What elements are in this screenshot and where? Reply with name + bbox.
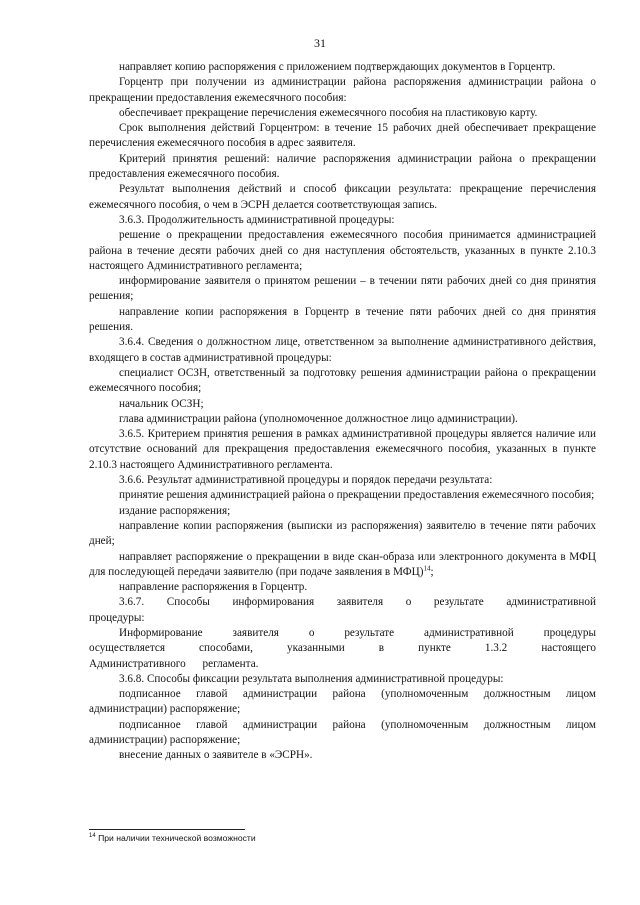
paragraph: направляет копию распоряжения с приложением подтверждающих документов в Горцентр. — [119, 61, 556, 73]
paragraph-text: направляет распоряжение о прекращении в виде скан-образа или электронного документа в МФЦ для последующей передачи заявителю (при подаче заявления в МФЦ) — [89, 550, 596, 578]
footnote-reference: 14 — [423, 564, 431, 573]
paragraph: обеспечивает прекращение перечисления ежемесячного пособия на пластиковую карту. — [119, 106, 538, 119]
footnote-divider — [89, 829, 245, 830]
paragraph: направление копии распоряжения (выписки из распоряжения) заявителю в течение пяти рабочих дней; — [89, 519, 596, 548]
section-heading: 3.6.3. Продолжительность административной процедуры: — [119, 213, 395, 226]
paragraph: глава администрации района (уполномоченное должностное лицо администрации). — [119, 412, 518, 425]
paragraph-with-footnote — [89, 550, 596, 581]
section-heading: 3.6.7. Способы информирования заявителя о результате административной процедуры: — [89, 596, 596, 624]
section-heading: 3.6.8. Способы фиксации результата выполнения административной процедуры: — [119, 672, 504, 685]
footnote — [89, 833, 256, 843]
paragraph: подписанное главой администрации района (уполномоченным должностным лицом администрации) распоряжение; — [89, 688, 596, 716]
section-heading: 3.6.6. Результат административной процедуры и порядок передачи результата: — [119, 474, 493, 487]
footnote-number: 14 — [89, 833, 96, 840]
paragraph: Критерий принятия решений: наличие распоряжения администрации района о прекращении предоставления ежемесячного пособия. — [89, 152, 596, 181]
section-heading: 3.6.5. Критерием принятия решения в рамках административной процедуры является наличие или отсутствие оснований для прекращения предоставления ежемесячного пособия, указанных в пункте 2.10.3 настоящего Административного регламента. — [89, 428, 596, 471]
paragraph: Результат выполнения действий и способ фиксации результата: прекращение перечисления ежемесячного пособия, о чем в ЭСРН делается соответствующая запись. — [89, 183, 596, 211]
paragraph: подписанное главой администрации района (уполномоченным должностным лицом администрации) распоряжение; — [89, 718, 596, 747]
footnote-reference-suffix: ; — [430, 565, 434, 578]
footnote-text: При наличии технической возможности — [95, 833, 256, 843]
page-number: 31 — [314, 36, 326, 50]
paragraph: решение о прекращении предоставления ежемесячного пособия принимается администрацией района в течение десяти рабочих дней со дня наступления обстоятельств, указанных в пункте 2.10.3 настоящего Административного регламента; — [89, 229, 596, 272]
paragraph: принятие решения администрацией района о прекращении предоставления ежемесячного пособия; — [119, 489, 595, 502]
paragraph: внесение данных о заявителе в «ЭСРН». — [119, 749, 313, 762]
paragraph: Срок выполнения действий Горцентром: в течение 15 рабочих дней обеспечивает прекращение перечисления ежемесячного пособия в адрес заявителя. — [89, 122, 596, 150]
paragraph: начальник ОСЗН; — [119, 397, 204, 410]
paragraph: Горцентр при получении из администрации района распоряжения администрации района о прекращении предоставления ежемесячного пособия: — [89, 76, 596, 104]
section-heading: 3.6.4. Сведения о должностном лице, ответственном за выполнение административного действия, входящего в состав административной процедуры: — [89, 336, 596, 364]
paragraph: направление распоряжения в Горцентр. — [119, 581, 308, 594]
paragraph: специалист ОСЗН, ответственный за подготовку решения администрации района о прекращении ежемесячного пособия; — [89, 366, 596, 395]
document-body — [89, 60, 596, 764]
paragraph: Информирование заявителя о результате административной процедуры осуществляется способами, указанными в пункте 1.3.2 настоящего Административного регламента. — [89, 626, 596, 670]
paragraph: издание распоряжения; — [119, 504, 231, 517]
paragraph: направление копии распоряжения в Горцентр в течение пяти рабочих дней со дня принятия решения. — [89, 305, 596, 334]
paragraph: информирование заявителя о принятом решении – в течении пяти рабочих дней со дня принятия решения; — [89, 275, 596, 303]
